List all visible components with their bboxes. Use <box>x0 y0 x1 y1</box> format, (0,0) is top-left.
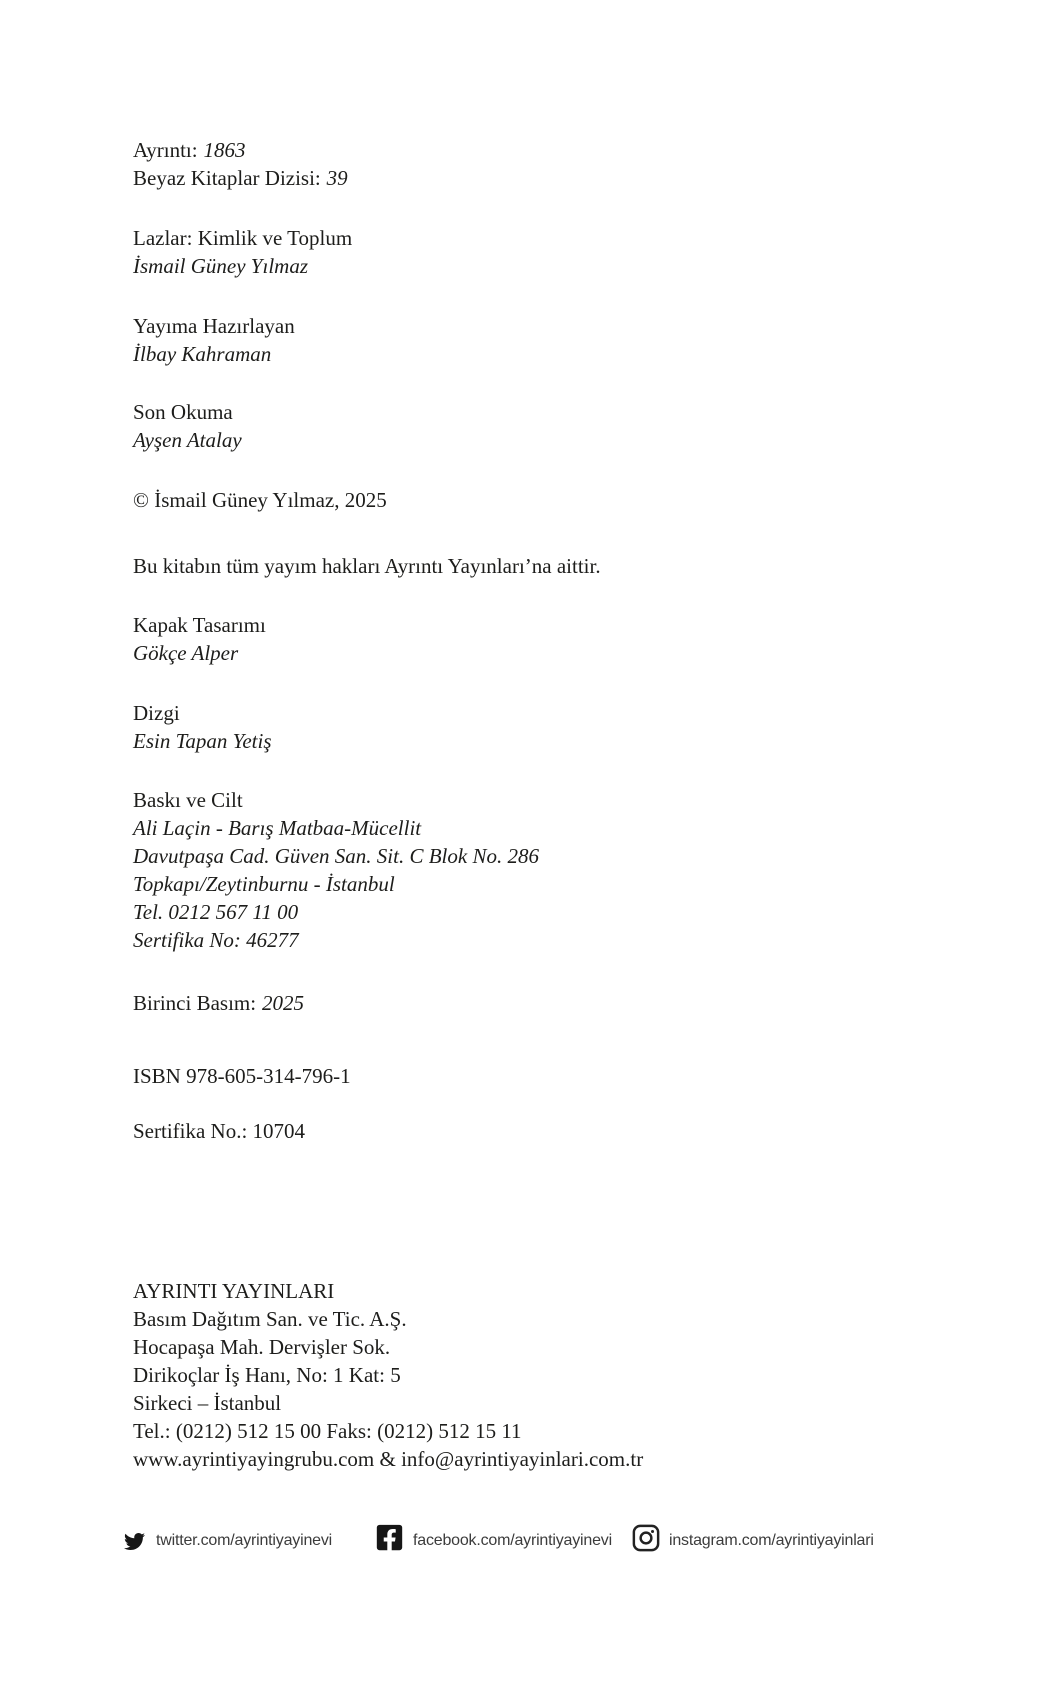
instagram-handle-label: instagram.com/ayrintiyayinlari <box>669 1532 874 1549</box>
cover-design-label: Kapak Tasarımı <box>133 613 266 637</box>
proofreading-block <box>133 398 242 454</box>
twitter-bird-icon <box>122 1531 147 1552</box>
publisher-block <box>133 1277 643 1473</box>
publisher-web-line: www.ayrintiyayingrubu.com & info@ayrintiyayinlari.com.tr <box>133 1447 644 1471</box>
book-title: Lazlar: Kimlik ve Toplum <box>133 226 353 250</box>
book-author: İsmail Güney Yılmaz <box>133 254 308 278</box>
editor-label: Yayıma Hazırlayan <box>133 314 295 338</box>
series-label: Ayrıntı: <box>133 138 198 162</box>
printer-name-line: Ali Laçin - Barış Matbaa-Mücellit <box>133 816 422 840</box>
publisher-street-line: Hocapaşa Mah. Dervişler Sok. <box>133 1335 391 1359</box>
facebook-square-icon <box>375 1523 404 1552</box>
typesetting-block <box>133 699 272 755</box>
social-links-row <box>0 1521 1063 1552</box>
edition-label: Birinci Basım: <box>133 991 257 1015</box>
proofreading-label: Son Okuma <box>133 400 233 424</box>
publisher-building-line: Dirikoçlar İş Hanı, No: 1 Kat: 5 <box>133 1363 401 1387</box>
title-block <box>133 224 352 280</box>
certificate-block <box>133 1117 305 1145</box>
instagram-camera-icon <box>632 1524 660 1552</box>
copyright-block <box>133 486 387 514</box>
edition-line <box>133 989 304 1017</box>
typesetter-name: Esin Tapan Yetiş <box>133 729 272 753</box>
cover-design-block <box>133 611 266 667</box>
isbn-block <box>133 1062 351 1090</box>
isbn-line: ISBN 978-605-314-796-1 <box>133 1064 351 1088</box>
social-link-twitter <box>122 1521 332 1552</box>
printer-address-line: Davutpaşa Cad. Güven San. Sit. C Blok No. 286 <box>133 844 539 868</box>
editor-block <box>133 312 295 368</box>
rights-line: Bu kitabın tüm yayım hakları Ayrıntı Yayınları’na aittir. <box>133 554 601 578</box>
publisher-company-line: Basım Dağıtım San. ve Tic. A.Ş. <box>133 1307 407 1331</box>
printer-phone-line: Tel. 0212 567 11 00 <box>133 900 299 924</box>
publisher-phone-line: Tel.: (0212) 512 15 00 Faks: (0212) 512 15 11 <box>133 1419 522 1443</box>
series-block <box>133 136 348 192</box>
editor-name: İlbay Kahraman <box>133 342 272 366</box>
printing-label: Baskı ve Cilt <box>133 788 243 812</box>
certificate-line: Sertifika No.: 10704 <box>133 1119 306 1143</box>
edition-year: 2025 <box>261 991 304 1015</box>
facebook-handle-label: facebook.com/ayrintiyayinevi <box>413 1532 612 1549</box>
printer-certificate-line: Sertifika No: 46277 <box>133 928 299 952</box>
copyright-line: © İsmail Güney Yılmaz, 2025 <box>133 488 387 512</box>
collection-number-line <box>133 164 348 192</box>
edition-block <box>133 989 304 1017</box>
series-number: 1863 <box>203 138 246 162</box>
rights-block <box>133 552 601 580</box>
collection-label: Beyaz Kitaplar Dizisi: <box>133 166 321 190</box>
publisher-city-line: Sirkeci – İstanbul <box>133 1391 282 1415</box>
collection-number: 39 <box>326 166 348 190</box>
typesetting-label: Dizgi <box>133 701 180 725</box>
cover-designer-name: Gökçe Alper <box>133 641 239 665</box>
publisher-name: AYRINTI YAYINLARI <box>133 1279 335 1303</box>
printing-block <box>133 786 539 954</box>
twitter-handle-label: twitter.com/ayrintiyayinevi <box>156 1532 332 1549</box>
social-link-facebook <box>375 1521 612 1552</box>
proofreader-name: Ayşen Atalay <box>133 428 242 452</box>
social-link-instagram <box>632 1521 874 1552</box>
series-number-line <box>133 136 348 164</box>
printer-district-line: Topkapı/Zeytinburnu - İstanbul <box>133 872 395 896</box>
